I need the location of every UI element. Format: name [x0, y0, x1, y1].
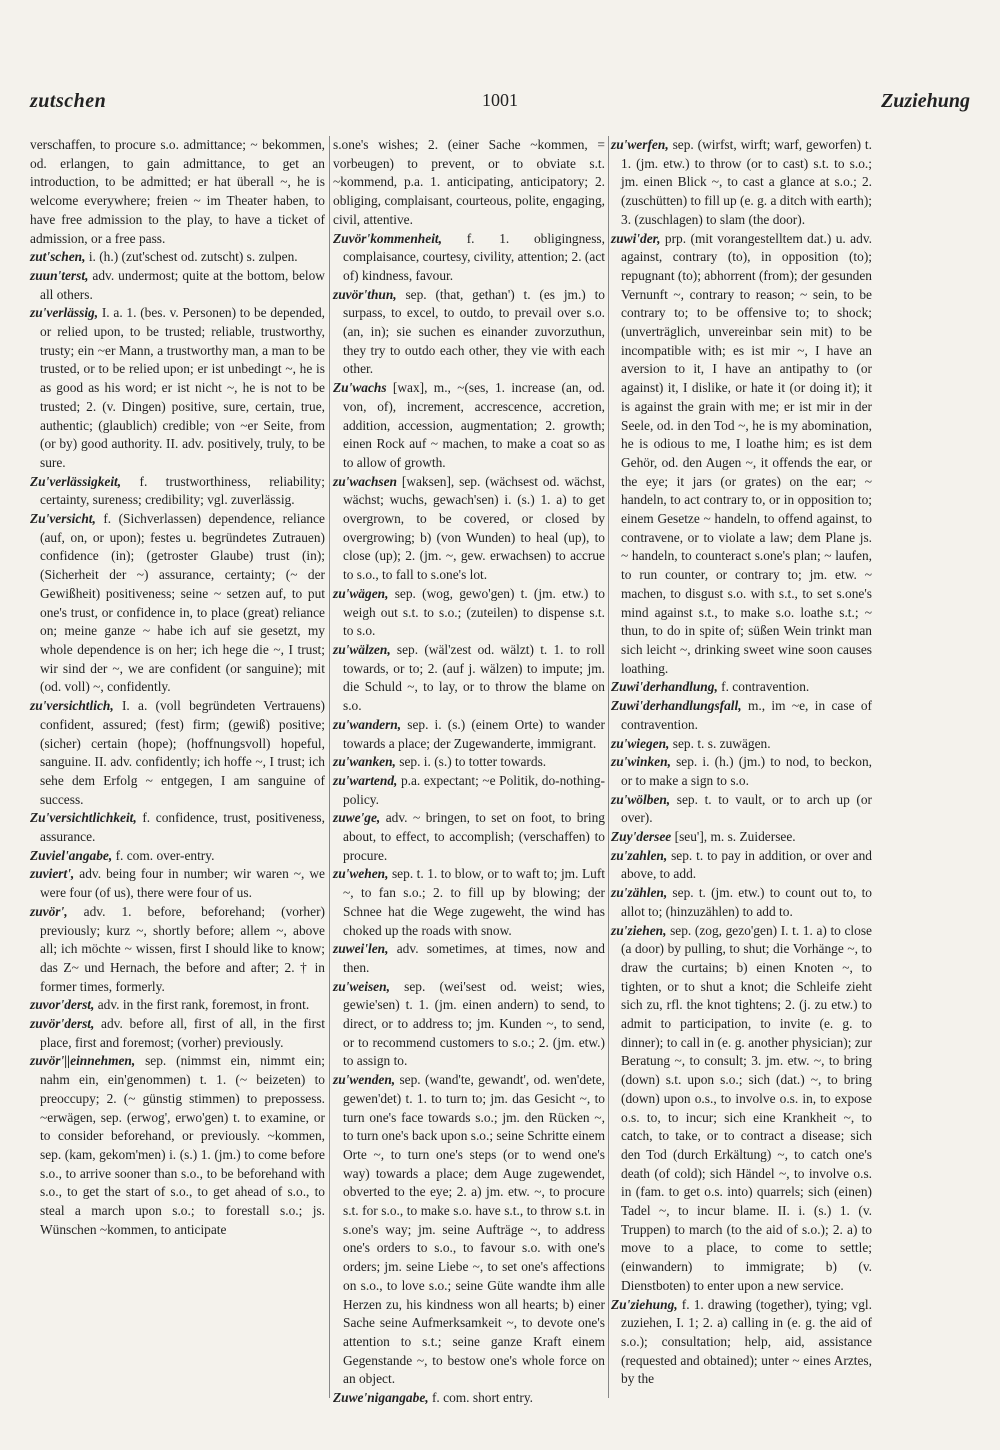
dictionary-entry	[30, 136, 325, 248]
entry-definition: sep. t. to pay in addition, or over and above, to add.	[621, 847, 872, 882]
entry-headword: zuvör'||einnehmen,	[30, 1053, 136, 1069]
dictionary-entry	[611, 847, 872, 884]
entry-definition: adv. ~ bringen, to set on foot, to bring about, to effect, to accomplish; (verschaffen) to procure.	[343, 810, 605, 863]
dictionary-entry	[30, 1052, 325, 1239]
entry-definition: adv. 1. before, beforehand; (vorher) previously; kurz ~, shortly before; allem ~, above all; ich möchte ~ wissen, first I should like to know; das Z~ und Hernach, the before and after; 2. † in former times, formerly.	[40, 903, 325, 994]
dictionary-entry	[333, 1389, 605, 1408]
entry-definition: i. (h.) (zut'schest od. zutscht) s. zulpen.	[88, 249, 298, 265]
entry-headword: Zuy'dersee	[611, 829, 672, 845]
entry-headword: zuwei'len,	[333, 941, 389, 957]
column-3	[611, 136, 872, 1396]
dictionary-entry	[333, 473, 605, 585]
entry-definition: sep. t. 1. to blow, or to waft to; jm. Luft ~, to fan s.o.; 2. to fill up by blowing; der Schnee hat die Wege zugeweht, the wind has choked up the roads with snow.	[343, 866, 605, 938]
dictionary-entry	[30, 248, 325, 267]
page-header	[30, 90, 970, 120]
column-1	[30, 136, 325, 1396]
entry-headword: zu'wenden,	[333, 1072, 396, 1088]
dictionary-entry	[30, 903, 325, 997]
entry-definition: sep. (wirfst, wirft; warf, geworfen) t. 1. (jm. etw.) to throw (or to cast) s.t. to s.o.; jm. einen Blick ~, to cast a glance at s.o.; 2. (zuschütten) to fill up (e. g. a ditch with earth); 3. (zuschlagen) to slam (the door).	[621, 137, 873, 227]
dictionary-entry	[333, 772, 605, 809]
entry-definition: m., im ~e, in case of contravention.	[621, 698, 872, 732]
entry-headword: zu'winken,	[611, 754, 671, 770]
entry-headword: zu'wehen,	[333, 866, 389, 882]
entry-definition: sep. (wäl'zest od. wälzt) t. 1. to roll towards, or to; 2. (auf j. wälzen) to impute; jm. die Schuld ~, to lay, or to throw the blame on s.o.	[343, 641, 605, 714]
entry-headword: Zuvör'kommenheit,	[333, 230, 442, 246]
entry-definition: adv. sometimes, at times, now and then.	[343, 941, 605, 975]
header-catchword-left: zutschen	[30, 90, 107, 112]
entry-headword: Zu'wachs	[333, 380, 387, 396]
entry-headword: Zuwe'nigangabe,	[333, 1390, 429, 1406]
entry-headword: zu'wanken,	[333, 754, 396, 770]
entry-definition: sep. (zog, gezo'gen) I. t. 1. a) to close (a door) by pulling, to shut; die Vorhänge ~, to draw the curtains; b) einen Knoten ~, to tighten, or to shut a knot; die Schleife zieht sich zu, rfl. the knot tightens; 2. (j. zu etw.) to admit to participation, to invite (e. g. to dinner); to call in (e. g. another physician); zur Beratung ~, to consult; 3. jm. etw. ~, to bring (down) s.t. upon s.o.; sich (dat.) ~, to bring (down) upon o.s., to involve o.s. in, to expose o.s. to, to incur; sich eine Krankheit ~, to catch, to take, or to contract a disease; sich den Tod (durch Erkältung) ~, to catch one's death (of cold); sich Händel ~, to involve o.s. in (fam. to get o.s. into) quarrels; sich (einen) Tadel ~, to incur blame. II. i. (s.) 1. (v. Truppen) to march (to the aid of s.o.); 2. a) to move to a place, to come to settle; (einwandern) to immigrate; b) (v. Dienstboten) to enter upon a new service.	[621, 922, 872, 1293]
entry-headword: zu'zahlen,	[611, 847, 668, 863]
entry-definition: I. a. (voll begründeten Vertrauens) confident, assured; (fest) firm; (gewiß) positive; (sicher) certain (hope); (hoffnungsvoll) hopeful, sanguine. II. adv. confidently; ich hoffe ~, I trust; ich sehe dem Erfolg ~ entgegen, I am sanguine of success.	[40, 698, 325, 807]
entry-definition: sep. (that, gethan') t. (es jm.) to surpass, to excel, to outdo, to prevail over s.o. (an, in); sie suchen es einander zuvorzuthun, they try to outdo each other, they vie with each other.	[343, 286, 605, 377]
dictionary-entry	[30, 473, 325, 510]
dictionary-entry	[30, 267, 325, 304]
dictionary-entry	[30, 996, 325, 1015]
entry-headword: zu'zählen,	[611, 885, 668, 901]
entry-definition: sep. i. (s.) to totter towards.	[399, 754, 547, 770]
entry-definition: sep. t. s. zuwägen.	[672, 735, 771, 751]
entry-headword: zu'wachsen	[333, 473, 397, 489]
entry-headword: Zu'ziehung,	[611, 1296, 678, 1312]
entry-definition: prp. (mit vorangestelltem dat.) u. adv. against, contrary (to), in opposition (to); repugnant (to); abhorrent (from); der gesunden Vernunft ~, contrary to reason; ~ sein, to be contrary to; to be offensive to; to shock; (unverträglich, unvereinbar sein mit) to be incompatible with; es ist mir ~, I have an aversion to it, I have an antipathy to (or against) it, I dislike, or hate it (or doing it); it is against the grain with me; er ist mir in der Seele, od. in den Tod ~, he is my abomination, he is odious to me, I loathe him; es ist dem Gehör, od. den Augen ~, it offends the ear, or the eye; it jars (or grates) on the ear; ~ handeln, to act contrary to, or in opposition to; einem Gesetze ~ handeln, to offend against, to contravene, or to violate a law; dem Plane js. ~ handeln, to counteract s.one's plan; ~ laufen, to run counter, or contrary to; jm. etw. ~ machen, to disgust s.o. with s.t., to set s.one's mind against s.t., to make s.o. loathe s.t.; ~ thun, to do in spite of; süßen Wein trinkt man sich leicht ~, drinking sweet wine soon causes loathing.	[621, 230, 872, 676]
entry-definition: [seu'], m. s. Zuidersee.	[674, 829, 796, 845]
entry-headword: zuwe'ge,	[333, 810, 381, 826]
entry-definition: f. contravention.	[721, 679, 810, 695]
entry-headword: zu'wandern,	[333, 716, 402, 732]
entry-definition: adv. in the first rank, foremost, in front.	[97, 997, 310, 1013]
dictionary-entry	[611, 1296, 872, 1390]
entry-definition: sep. (wog, gewo'gen) t. (jm. etw.) to weigh out s.t. to s.o.; (zuteilen) to dispense s.t. to s.o.	[343, 585, 605, 639]
entry-headword: zu'wölben,	[611, 791, 671, 807]
dictionary-entry	[333, 1071, 605, 1389]
entry-headword: Zuwi'derhandlungsfall,	[611, 698, 742, 714]
dictionary-entry	[611, 922, 872, 1296]
dictionary-entry	[611, 735, 872, 754]
entry-definition: f. com. short entry.	[431, 1390, 533, 1406]
entry-definition: f. (Sichverlassen) dependence, reliance (auf, on, or upon); festes u. begründetes Zutrauen) confidence (in); (getroster Glaube) trust (in); (Sicherheit der ~) assurance, certainty; (~ der Gewißheit) positiveness; seine ~ setzen auf, to put one's trust, or confidence in, to place (great) reliance on; meine ganze ~ habe ich auf sie gesetzt, my whole dependence is on her; ich hege die ~, I trust; wir sind der ~, we are confident (or sanguine); mit (od. voll) ~, confidently.	[40, 511, 325, 695]
page-number: 1001	[482, 90, 518, 110]
column-divider	[329, 136, 330, 1398]
dictionary-entry	[333, 809, 605, 865]
entry-headword: Zu'versichtlichkeit,	[30, 810, 137, 826]
entry-headword: zu'ziehen,	[611, 922, 667, 938]
dictionary-entry	[333, 940, 605, 977]
dictionary-entry	[30, 1015, 325, 1052]
entry-headword: zu'werfen,	[611, 137, 669, 152]
entry-definition: sep. t. to vault, or to arch up (or over).	[621, 791, 872, 826]
entry-definition: sep. t. (jm. etw.) to count out to, to allot to; (hinzuzählen) to add to.	[621, 885, 872, 919]
dictionary-entry	[333, 641, 605, 716]
entry-definition: [wax], m., ~(ses, 1. increase (an, od. von, of), increment, accrescence, accretion, addition, accession, augmentation; 2. growth; einen Rock auf ~ machen, to make a coat so as to allow of growth.	[343, 380, 605, 470]
entry-headword: zuwi'der,	[611, 230, 661, 246]
column-2	[333, 136, 606, 1406]
dictionary-entry	[611, 230, 872, 679]
entry-headword: zu'wartend,	[333, 772, 398, 788]
dictionary-entry	[30, 510, 325, 697]
dictionary-entry	[611, 884, 872, 921]
dictionary-entry	[333, 230, 605, 286]
entry-definition: adv. being four in number; wir waren ~, we were four (of us), there were four of us.	[40, 866, 325, 901]
entry-definition: sep. i. (s.) (einem Orte) to wander towards a place; der Zugewanderte, immigrant.	[343, 716, 605, 751]
entry-definition: f. trustworthiness, reliability; certainty, sureness; credibility; vgl. zuverlässig.	[40, 473, 325, 508]
dictionary-entry	[611, 136, 872, 230]
dictionary-entry	[333, 379, 605, 473]
header-catchword-right: Zuziehung	[881, 90, 970, 112]
entry-headword: zu'verlässig,	[30, 305, 99, 321]
entry-headword: Zu'verlässigkeit,	[30, 473, 122, 489]
entry-definition: f. 1. obligingness, complaisance, courtesy, civility, attention; 2. (act of) kindness, favour.	[343, 230, 605, 283]
entry-headword: zut'schen,	[30, 249, 86, 265]
dictionary-entry	[30, 809, 325, 846]
entry-definition: I. a. 1. (bes. v. Personen) to be depended, or relied upon, to be trusted; reliable, trustworthy, trusty; ein ~er Mann, a trustworthy man, a man to be trusted, or to be relied upon; er ist unbedingt ~, he is as good as his word; er ist nicht ~, he is not to be trusted; 2. (v. Dingen) positive, sure, certain, true, authentic; (glaublich) credible; von ~er Seite, from (or by) good authority. II. adv. positively, truly, to be sure.	[40, 305, 325, 470]
entry-definition: sep. i. (h.) (jm.) to nod, to beckon, or to make a sign to s.o.	[621, 754, 872, 788]
dictionary-entry	[30, 865, 325, 902]
dictionary-entry	[333, 286, 605, 380]
dictionary-entry	[611, 678, 872, 697]
entry-headword: Zuwi'derhandlung,	[611, 679, 718, 695]
entry-headword: zuun'terst,	[30, 267, 89, 283]
dictionary-entry	[333, 136, 605, 230]
entry-headword: zu'wiegen,	[611, 735, 670, 751]
dictionary-entry	[333, 716, 605, 753]
entry-definition: sep. (wand'te, gewandt', od. wen'dete, gewen'det) t. 1. to turn to; jm. das Gesicht ~, to turn one's face towards s.o.; jm. den Rücken ~, to turn one's back upon s.o.; seine Schritte einem Orte ~, to turn one's steps (or to wend one's way) towards a place; dem Auge zugewendet, obverted to the eye; 2. a) jm. etw. ~, to procure s.t. for s.o., to make s.o. have s.t., to throw s.t. in s.one's way; jm. seine Aufträge ~, to address one's orders to s.o., to favour s.o. with one's orders; jm. seine Liebe ~, to set one's affections on s.o., to love s.o.; seine Güte wandte ihm alle Herzen zu, his kindness won all hearts; b) einer Sache seine Aufmerksamkeit ~, to devote one's attention to s.t.; seine ganze Kraft einem Gegenstande ~, to bestow one's whole force on an object.	[343, 1072, 605, 1387]
entry-headword: zuvör'thun,	[333, 286, 397, 302]
dictionary-entry	[30, 304, 325, 472]
entry-definition: adv. undermost; quite at the bottom, below all others.	[40, 267, 325, 302]
entry-definition: sep. (wei'sest od. weist; wies, gewie'sen) t. 1. (jm. einen andern) to send, to direct, or to address to; jm. Kunden ~, to send, or to recommend customers to s.o.; 2. (jm. etw.) to assign to.	[343, 978, 606, 1069]
entry-headword: zuvor'derst,	[30, 997, 95, 1013]
entry-headword: zu'weisen,	[333, 978, 390, 994]
entry-definition: s.one's wishes; 2. (einer Sache ~kommen, = vorbeugen) to prevent, or to obviate s.t. ~kommend, p.a. 1. anticipating, anticipatory; 2. obliging, complaisant, courteous, polite, engaging, civil, attentive.	[333, 137, 605, 227]
entry-definition: p.a. expectant; ~e Politik, do-nothing-policy.	[343, 772, 605, 807]
dictionary-entry	[611, 828, 872, 847]
entry-definition: verschaffen, to procure s.o. admittance; ~ bekommen, od. erlangen, to gain admittance, to get an introduction, to be admitted; er hat überall ~, he is welcome everywhere; freien ~ im Theater haben, to have free admission to the play, to have a ticket of admission, or a free pass.	[30, 137, 325, 246]
dictionary-entry	[333, 978, 605, 1072]
dictionary-entry	[611, 697, 872, 734]
entry-definition: f. 1. drawing (together), tying; vgl. zuziehen, I. 1; 2. a) calling in (e. g. the aid of s.o.); consultation; help, aid, assistance (requested and obtained); unter ~ eines Arztes, by the	[621, 1296, 872, 1387]
entry-headword: zuviert',	[30, 866, 75, 882]
dictionary-entry	[333, 585, 605, 641]
entry-definition: f. confidence, trust, positiveness, assurance.	[40, 810, 325, 845]
entry-headword: Zu'versicht,	[30, 511, 96, 527]
entry-headword: zu'wägen,	[333, 585, 389, 601]
dictionary-entry	[611, 753, 872, 790]
dictionary-entry	[611, 791, 872, 828]
entry-definition: adv. before all, first of all, in the first place, first and foremost; (vorher) previously.	[40, 1016, 325, 1050]
entry-headword: Zuviel'angabe,	[30, 847, 113, 863]
dictionary-entry	[30, 697, 325, 809]
entry-headword: zu'versichtlich,	[30, 698, 114, 714]
entry-definition: sep. (nimmst ein, nimmt ein; nahm ein, ein'genommen) t. 1. (~ beizeten) to preoccupy; 2. (~ günstig stimmen) to prepossess. ~erwägen, sep. (erwog', erwo'gen) t. to examine, or to consider beforehand, or previously. ~kommen, sep. (kam, gekom'men) i. (s.) 1. (jm.) to come before s.o., to arrive sooner than s.o., to be beforehand with s.o., to get the start of s.o., to get ahead of s.o., to steal a march upon s.o.; to forestall s.o.; js. Wünschen ~kommen, to anticipate	[40, 1053, 325, 1237]
entry-headword: zuvör'derst,	[30, 1016, 95, 1032]
entry-definition: [waksen], sep. (wächsest od. wächst, wächst; wuchs, gewach'sen) i. (s.) 1. a) to get overgrown, to be covered, or closed by overgrowing; b) (von Wunden) to heal (up), to close (up); 2. (jm. ~, gew. erwachsen) to accrue to s.o., to fall to s.one's lot.	[343, 473, 605, 583]
dictionary-entry	[30, 847, 325, 866]
entry-definition: f. com. over-entry.	[115, 847, 215, 863]
column-divider	[608, 136, 609, 1398]
dictionary-entry	[333, 865, 605, 940]
entry-headword: zuvör',	[30, 903, 68, 919]
entry-headword: zu'wälzen,	[333, 641, 391, 657]
dictionary-entry	[333, 753, 605, 772]
